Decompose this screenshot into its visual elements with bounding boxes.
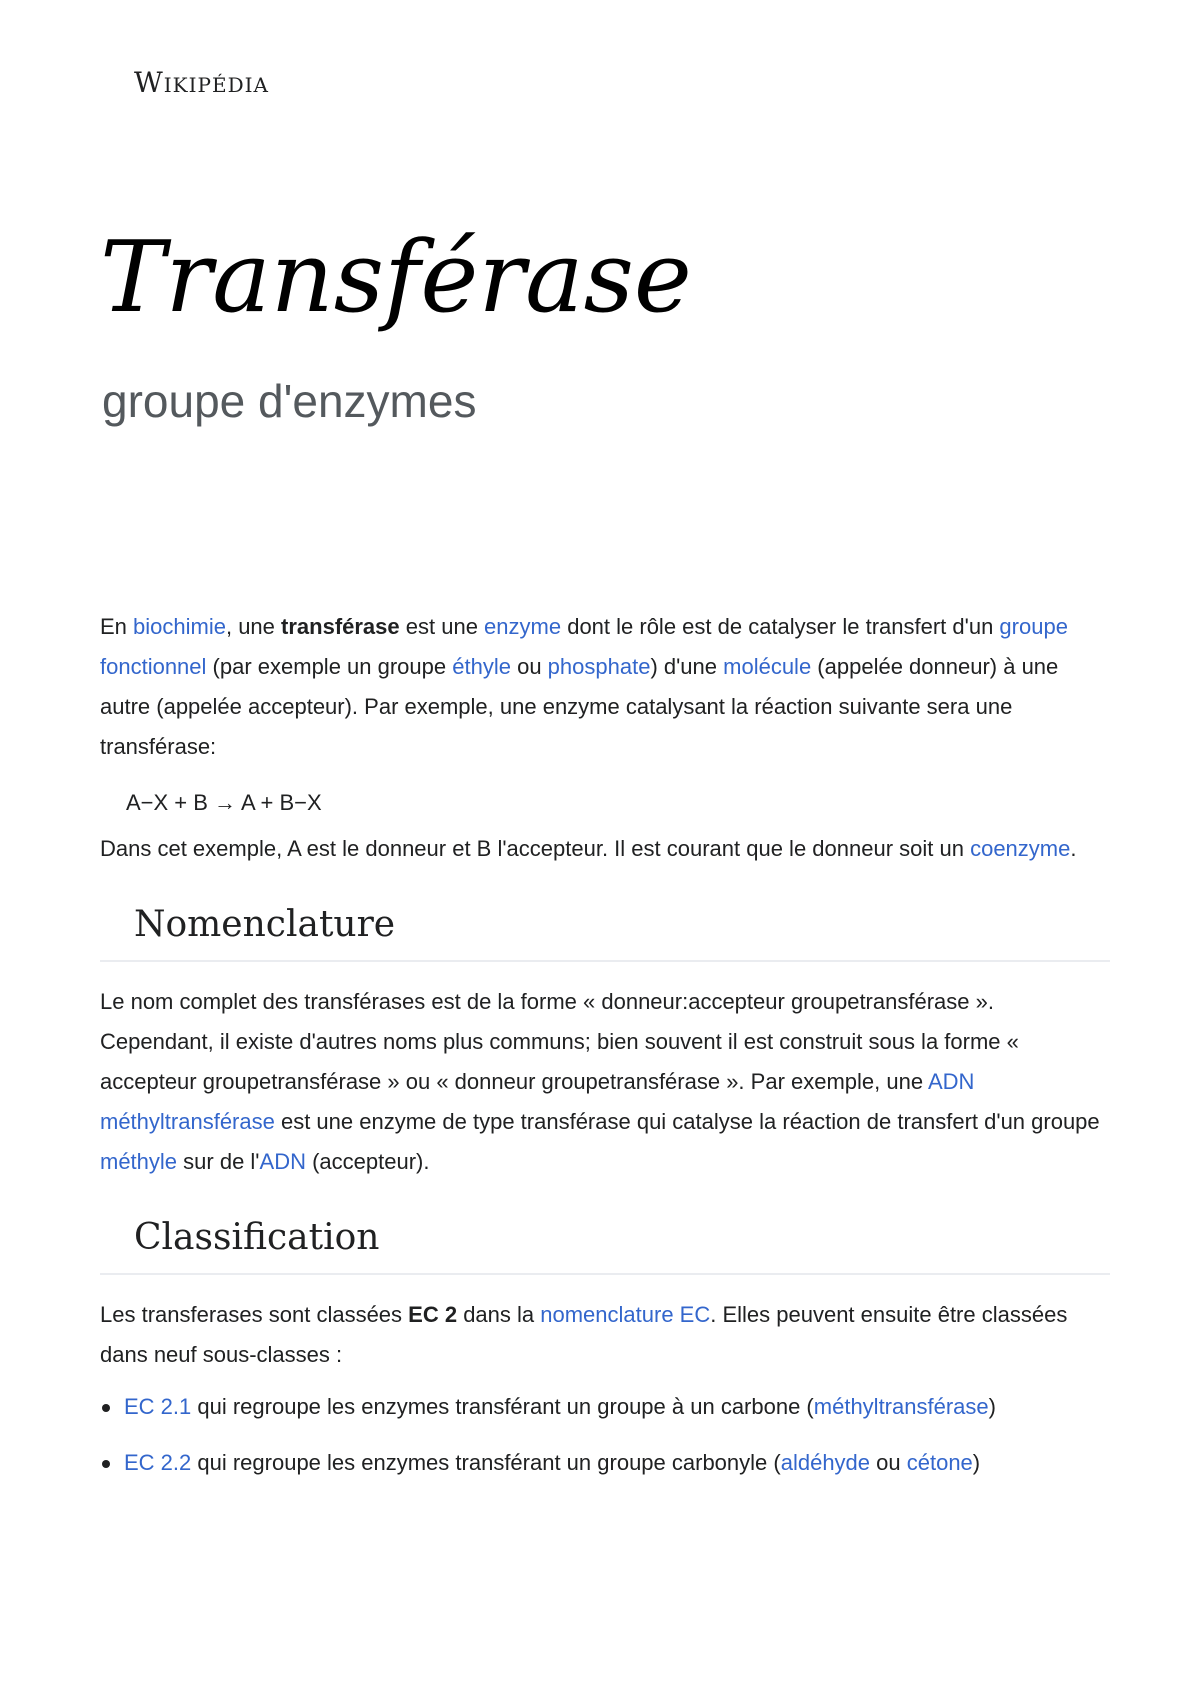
intro-paragraph: En biochimie, une transférase est une enzyme dont le rôle est de catalyser le transfert d'un groupe fonctionnel (par exemple un groupe éthyle ou phosphate) d'une molécule (appelée donneur) à une autre (appelée accepteur). Par exemple, une enzyme catalysant la réaction suivante sera une transférase: <box>100 614 1068 759</box>
link-adn-methyltransferase[interactable]: ADN méthyltransférase <box>100 1069 975 1135</box>
link-methyltransferase[interactable]: méthyltransférase <box>813 1394 989 1420</box>
page-title: Transférase <box>100 221 692 335</box>
term-ec2: EC 2 <box>408 1302 458 1328</box>
heading-nomenclature: Nomenclature <box>100 903 1110 962</box>
example-paragraph: Dans cet exemple, A est le donneur et B l'accepteur. Il est courant que le donneur soit un coenzyme. <box>100 836 1077 861</box>
link-ec-2-2[interactable]: EC 2.2 <box>124 1450 192 1476</box>
link-coenzyme[interactable]: coenzyme <box>970 836 1071 861</box>
nomenclature-paragraph: Le nom complet des transférases est de la forme « donneur:accepteur groupetransférase ». Cependant, il existe d'autres noms plus communs; bien souvent il est construit sous la forme « accepteur groupetransférase » ou « donneur groupetransférase ». Par exemple, une ADN méthyltransférase est une enzyme de type transférase qui catalyse la réaction de transfert d'un groupe méthyle sur de l'ADN (accepteur). <box>100 989 1100 1175</box>
link-cetone[interactable]: cétone <box>906 1450 973 1476</box>
heading-classification: Classification <box>100 1216 1110 1275</box>
link-methyle[interactable]: méthyle <box>100 1149 178 1175</box>
link-molecule[interactable]: molécule <box>723 654 812 679</box>
list-item: EC 2.2 qui regroupe les enzymes transférant un groupe carbonyle (aldéhyde ou cétone) <box>124 1443 1110 1483</box>
link-ethyle[interactable]: éthyle <box>452 654 511 679</box>
link-phosphate[interactable]: phosphate <box>547 654 651 679</box>
link-biochimie[interactable]: biochimie <box>133 614 226 639</box>
page-subtitle: groupe d'enzymes <box>102 375 477 427</box>
link-ec-2-1[interactable]: EC 2.1 <box>124 1394 192 1420</box>
reaction-formula: A−X + B → A + B−X <box>126 790 322 815</box>
term-transferase: transférase <box>281 614 400 639</box>
classification-paragraph: Les transferases sont classées EC 2 dans la nomenclature EC. Elles peuvent ensuite être classées dans neuf sous-classes : <box>100 1302 1068 1368</box>
link-nomenclature-ec[interactable]: nomenclature EC <box>540 1302 711 1328</box>
wikipedia-logo[interactable]: Wikipédia <box>134 66 269 99</box>
link-groupe-fonctionnel[interactable]: groupe fonctionnel <box>100 614 1068 679</box>
link-adn[interactable]: ADN <box>259 1149 306 1175</box>
subclass-list <box>100 1387 1110 1483</box>
link-aldehyde[interactable]: aldéhyde <box>780 1450 871 1476</box>
link-enzyme[interactable]: enzyme <box>484 614 562 639</box>
list-item: EC 2.1 qui regroupe les enzymes transférant un groupe à un carbone (méthyltransférase) <box>124 1387 1110 1427</box>
article-body <box>100 607 1110 1499</box>
